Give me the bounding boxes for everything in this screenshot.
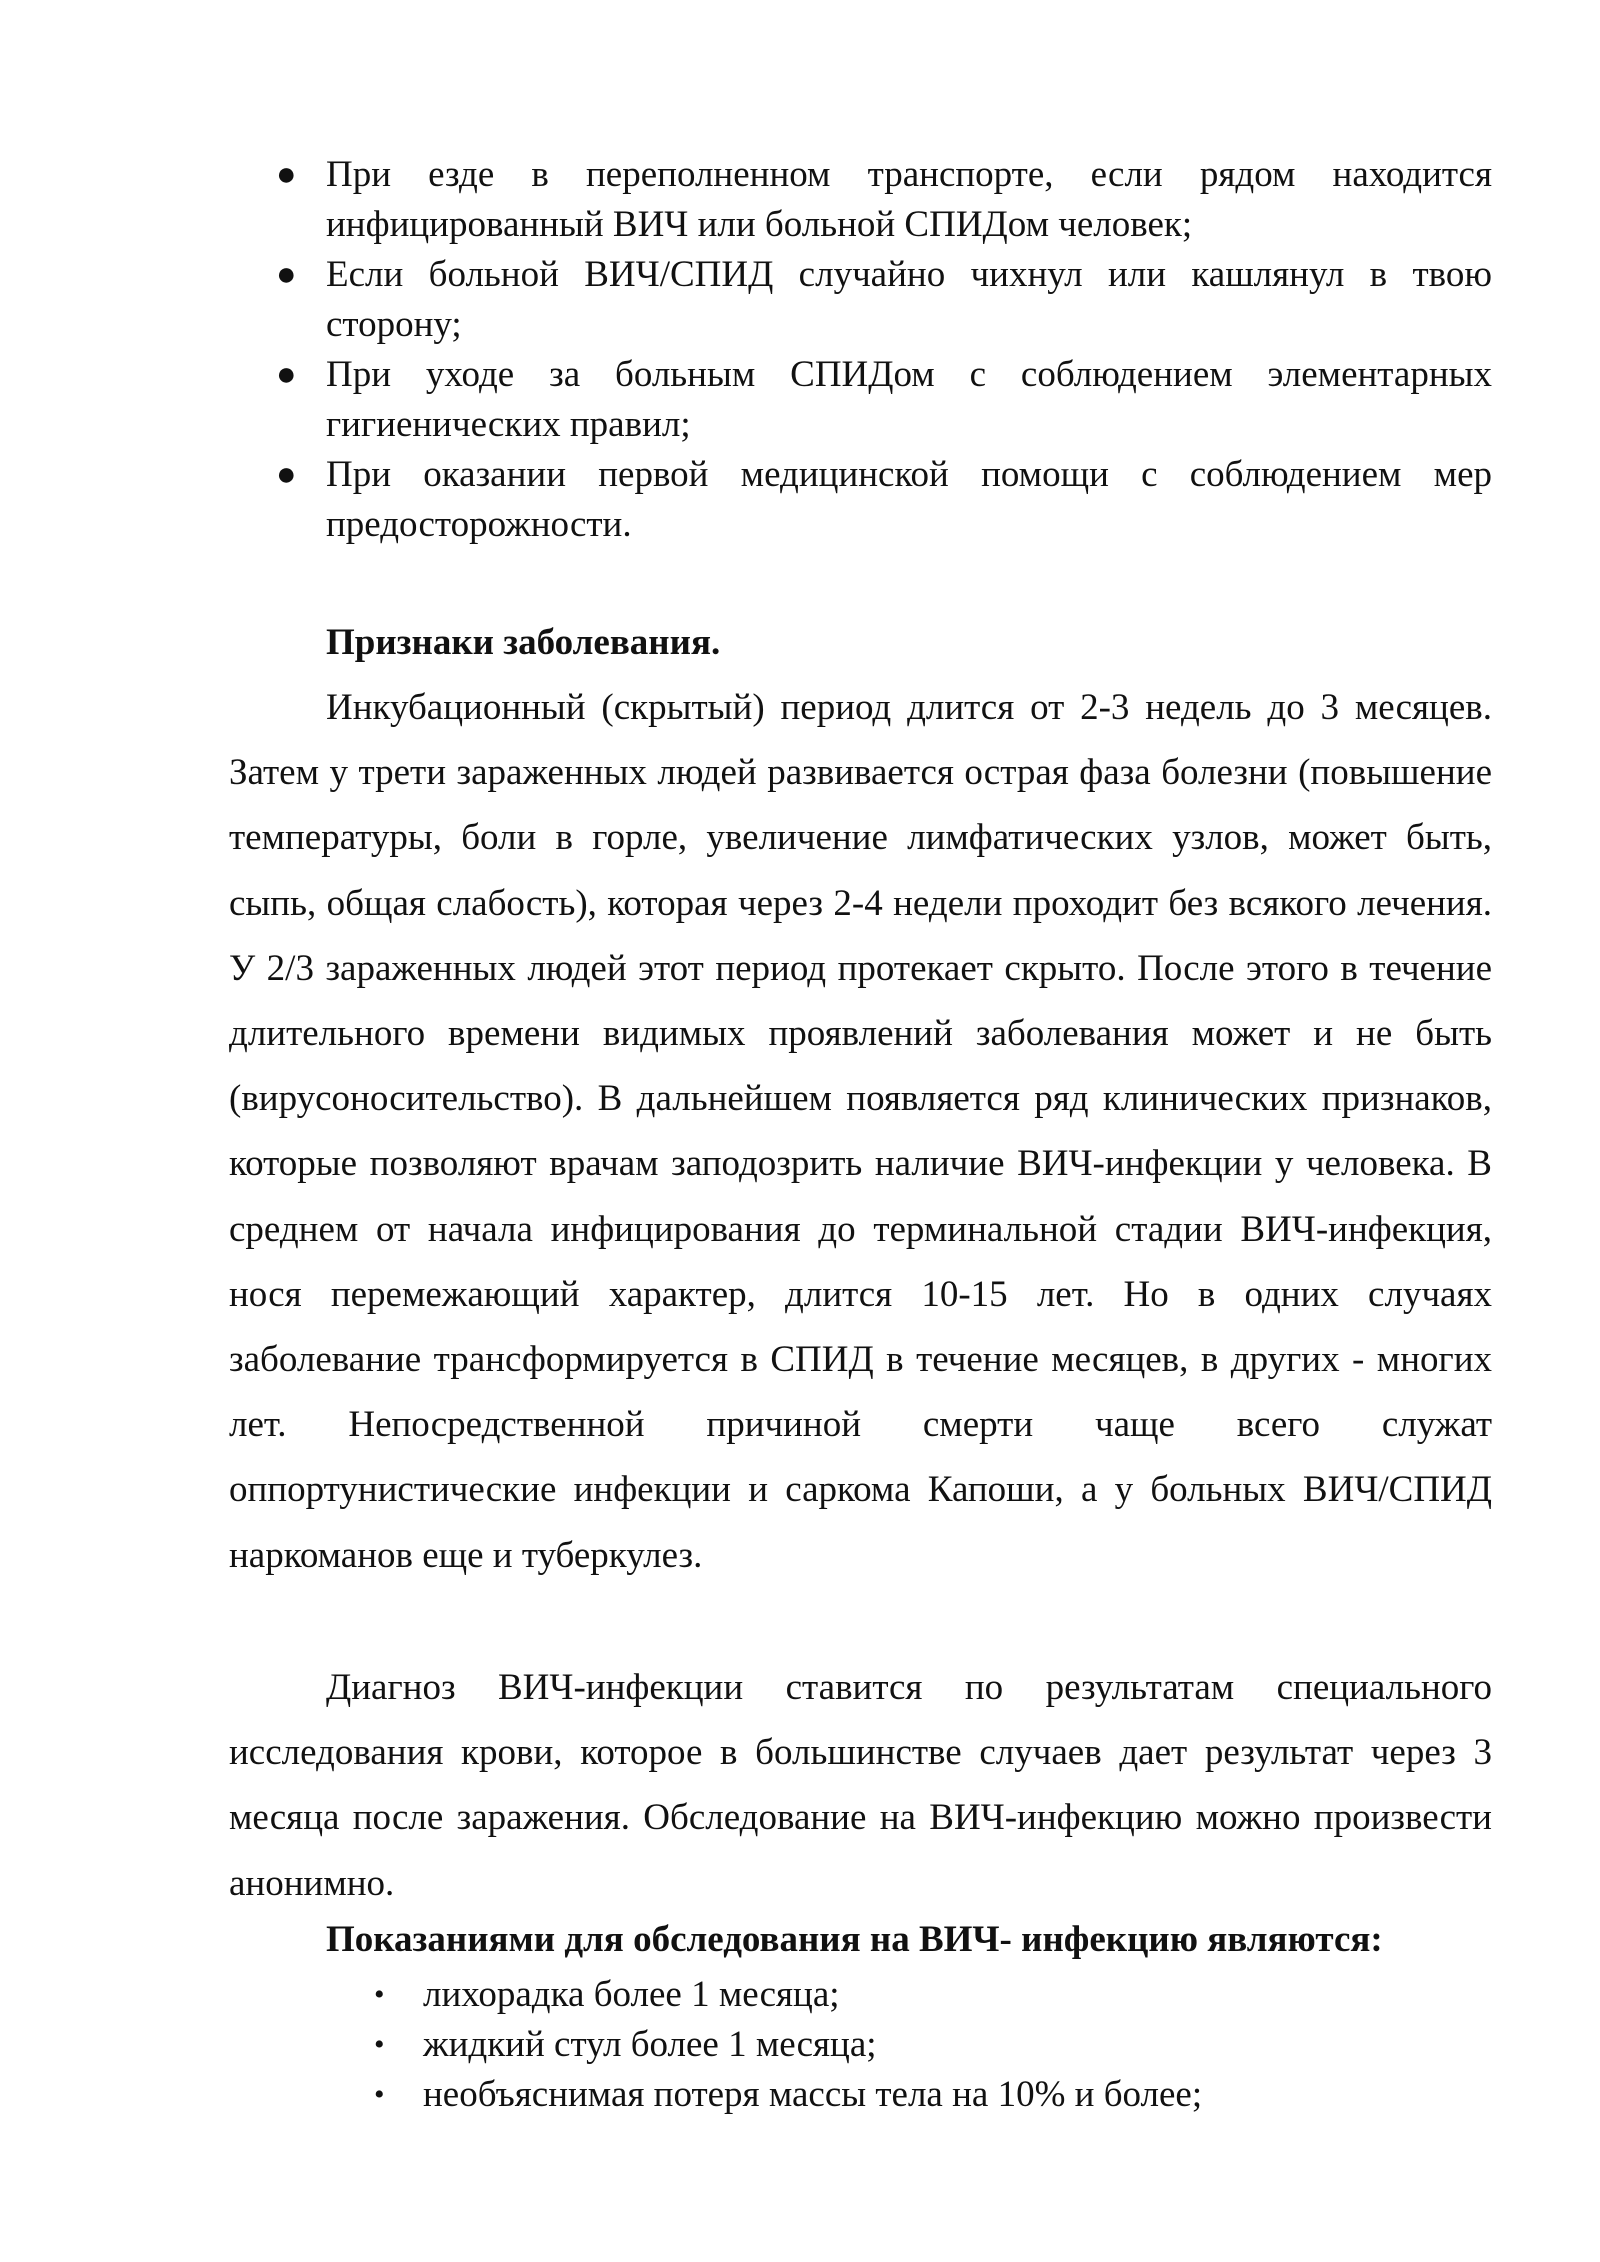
list-item-text: При езде в переполненном транспорте, если рядом находится инфицированный ВИЧ или больной СПИДом человек; [326, 154, 1492, 245]
bullet-icon: • [374, 2078, 385, 2111]
bullet-icon: ● [276, 356, 297, 393]
list-item [229, 450, 1492, 550]
bullet-icon: • [374, 2028, 385, 2061]
diagnosis-paragraph: Диагноз ВИЧ-инфекции ставится по результатам специального исследования крови, которое в большинстве случаев дает результат через 3 месяца после заражения. Обследование на ВИЧ-инфекцию можно произвести анонимно. [229, 1667, 1492, 1904]
signs-heading: Признаки заболевания. [326, 622, 721, 663]
indications-bullet-list [371, 1970, 1202, 2120]
list-item-text: Если больной ВИЧ/СПИД случайно чихнул или кашлянул в твою сторону; [326, 254, 1492, 345]
list-item [371, 2020, 1202, 2070]
indications-heading: Показаниями для обследования на ВИЧ- инфекцию являются: [326, 1919, 1383, 1960]
list-item-text: При уходе за больным СПИДом с соблюдением элементарных гигиенических правил; [326, 354, 1492, 445]
list-item-text: При оказании первой медицинской помощи с соблюдением мер предосторожности. [326, 454, 1492, 545]
list-item [371, 2070, 1202, 2120]
list-item-text: жидкий стул более 1 месяца; [423, 2024, 877, 2065]
incubation-paragraph: Инкубационный (скрытый) период длится от 2-3 недель до 3 месяцев. Затем у трети зараженных людей развивается острая фаза болезни (повышение температуры, боли в горле, увеличение лимфатических узлов, может быть, сыпь, общая слабость), которая через 2-4 недели проходит без всякого лечения. У 2/3 зараженных людей этот период протекает скрыто. После этого в течение длительного времени видимых проявлений заболевания может и не быть (вирусоносительство). В дальнейшем появляется ряд клинических признаков, которые позволяют врачам заподозрить наличие ВИЧ-инфекции у человека. В среднем от начала инфицирования до терминальной стадии ВИЧ-инфекция, нося перемежающий характер, длится 10-15 лет. Но в одних случаях заболевание трансформируется в СПИД в течение месяцев, в других - многих лет. Непосредственной причиной смерти чаще всего служат оппортунистические инфекции и саркома Капоши, а у больных ВИЧ/СПИД наркоманов еще и туберкулез. [229, 687, 1492, 1576]
list-item [371, 1970, 1202, 2020]
list-item [229, 350, 1492, 450]
bullet-icon: ● [276, 256, 297, 293]
list-item-text: необъяснимая потеря массы тела на 10% и более; [423, 2074, 1203, 2115]
transmission-bullet-list [229, 150, 1492, 550]
bullet-icon: ● [276, 156, 297, 193]
list-item-text: лихорадка более 1 месяца; [423, 1974, 840, 2015]
list-item [229, 150, 1492, 250]
bullet-icon: ● [276, 456, 297, 493]
list-item [229, 250, 1492, 350]
bullet-icon: • [374, 1978, 385, 2011]
